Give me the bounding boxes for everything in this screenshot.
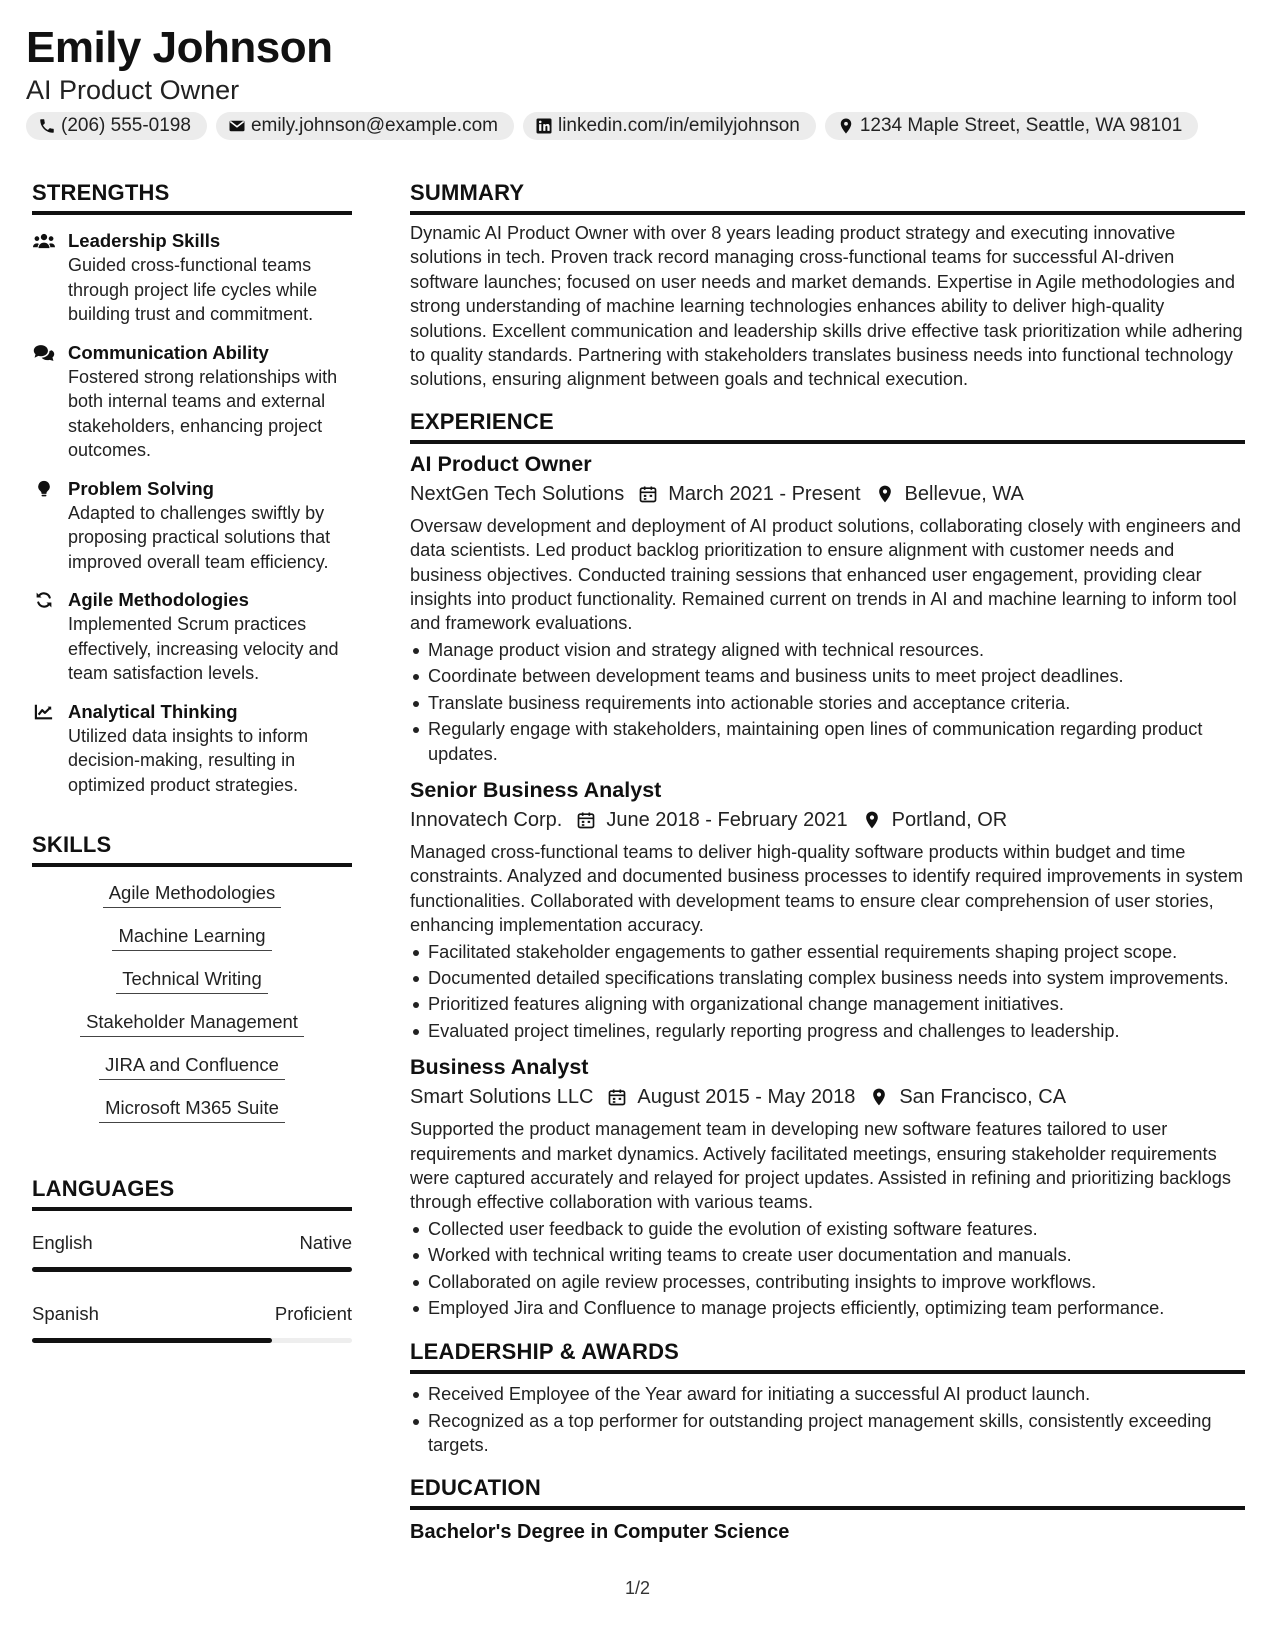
language-proficiency-bar — [32, 1267, 352, 1272]
map-marker-icon — [862, 810, 882, 830]
users-icon — [33, 232, 55, 250]
lightbulb-icon — [33, 480, 55, 498]
skill-item: Microsoft M365 Suite — [99, 1096, 285, 1123]
job-meta — [410, 1083, 1245, 1111]
summary-heading: SUMMARY — [410, 180, 525, 205]
job-entry — [410, 776, 1245, 1043]
language-name: Spanish — [32, 1303, 99, 1324]
job-company: Smart Solutions LLC — [410, 1086, 594, 1109]
language-proficiency-fill — [32, 1267, 352, 1272]
skill-item: Technical Writing — [116, 967, 268, 994]
linkedin-contact[interactable] — [523, 112, 816, 140]
language-item — [32, 1231, 352, 1255]
address-text: 1234 Maple Street, Seattle, WA 98101 — [859, 115, 1183, 136]
job-company: Innovatech Corp. — [410, 808, 563, 831]
strength-description: Fostered strong relationships with both internal teams and external stakeholders, enhancing project outcomes. — [68, 366, 338, 460]
strength-description: Utilized data insights to inform decision-making, resulting in optimized product strategies. — [68, 725, 309, 795]
languages-section — [32, 1173, 352, 1343]
job-bullet: Translate business requirements into actionable stories and acceptance criteria. — [410, 691, 1245, 715]
section-divider — [32, 1207, 352, 1211]
job-dates: March 2021 - Present — [668, 482, 861, 505]
strength-description: Implemented Scrum practices effectively, increasing velocity and team satisfaction levels. — [68, 614, 339, 683]
job-description: Supported the product management team in developing new software features tailored to user requirements and market dynamics. Actively facilitated meetings, ensuring stakeholder requirements were captured accurately and relayed for project updates. Assisted in refining and prioritizing backlogs through effective collaboration with various teams. — [410, 1119, 1231, 1213]
strength-item — [32, 477, 352, 575]
section-divider — [32, 863, 352, 867]
strength-name: Analytical Thinking — [68, 700, 238, 722]
email-text: emily.johnson@example.com — [250, 115, 498, 136]
job-company: NextGen Tech Solutions — [410, 482, 625, 505]
job-entry — [410, 1053, 1245, 1320]
job-location: San Francisco, CA — [899, 1086, 1067, 1109]
job-bullet: Collaborated on agile review processes, contributing insights to improve workflows. — [410, 1270, 1245, 1294]
section-divider — [410, 211, 1245, 215]
calendar-icon — [638, 484, 658, 504]
language-level: Native — [299, 1232, 352, 1253]
strength-description: Guided cross-functional teams through project life cycles while building trust and commitment. — [68, 255, 318, 324]
award-item: Recognized as a top performer for outstanding project management skills, consistently exceeding targets. — [410, 1409, 1245, 1458]
skill-item: Agile Methodologies — [103, 881, 282, 908]
phone-text: (206) 555-0198 — [61, 115, 191, 136]
job-entry — [410, 450, 1245, 766]
calendar-icon — [607, 1087, 627, 1107]
awards-section — [410, 1336, 1245, 1457]
skill-item: Stakeholder Management — [80, 1010, 304, 1037]
page-number: 1/2 — [624, 1578, 651, 1598]
languages-heading: LANGUAGES — [32, 1176, 175, 1201]
strength-item — [32, 588, 352, 686]
job-meta — [410, 480, 1245, 508]
strength-item — [32, 229, 352, 327]
section-divider — [410, 1506, 1245, 1510]
job-bullet: Employed Jira and Confluence to manage projects efficiently, optimizing team performance. — [410, 1296, 1245, 1320]
job-title: AI Product Owner — [410, 451, 592, 476]
job-description: Oversaw development and deployment of AI product solutions, collaborating closely with engineers and data scientists. Led product backlog prioritization to ensure alignment with customer needs and business objectives. Conducted training sessions that enhanced user engagement, providing clear insights into product functionality. Remained current on trends in AI and machine learning to inform tool and framework evaluations. — [410, 515, 1242, 634]
summary-text: Dynamic AI Product Owner with over 8 years leading product strategy and executing innovative solutions in tech. Proven track record managing cross-functional teams for successful AI-driven software launches; focused on user needs and market demands. Expertise in Agile methodologies and strong understanding of machine learning technologies enhances ability to deliver high-quality solutions. Excellent communication and leadership skills drive effective task prioritization while adhering to quality standards. Partnering with stakeholders translates business needs into functional technology solutions, ensuring alignment between goals and technical execution. — [410, 223, 1243, 390]
strength-name: Leadership Skills — [68, 230, 221, 251]
job-bullet: Collected user feedback to guide the evolution of existing software features. — [410, 1217, 1245, 1241]
contact-bar — [26, 112, 1251, 140]
strengths-heading: STRENGTHS — [32, 180, 170, 205]
skill-item: Machine Learning — [112, 924, 271, 951]
awards-list — [410, 1382, 1245, 1457]
job-dates: June 2018 - February 2021 — [606, 808, 848, 831]
job-title: Senior Business Analyst — [410, 777, 662, 802]
job-bullet: Prioritized features aligning with organizational change management initiatives. — [410, 992, 1245, 1016]
awards-heading: LEADERSHIP & AWARDS — [410, 1339, 680, 1365]
map-marker-icon — [869, 1087, 889, 1107]
job-location: Portland, OR — [891, 808, 1008, 831]
job-description: Managed cross-functional teams to deliver high-quality software products within budget and time constraints. Analyzed and documented business processes to identify required improvements in system functionalities. Collaborated with development teams to ensure clear comprehension of user stories, enhancing implementation accuracy. — [410, 841, 1244, 936]
degree-title: Bachelor's Degree in Computer Science — [410, 1520, 790, 1543]
job-bullets — [410, 1217, 1245, 1321]
job-bullet: Manage product vision and strategy aligned with technical resources. — [410, 638, 1245, 662]
email-contact[interactable] — [216, 112, 514, 140]
calendar-icon — [576, 810, 596, 830]
address-contact — [825, 112, 1199, 140]
phone-contact[interactable] — [26, 112, 207, 140]
education-heading: EDUCATION — [410, 1474, 541, 1500]
skill-item: JIRA and Confluence — [99, 1053, 285, 1080]
strength-name: Agile Methodologies — [68, 589, 249, 610]
map-marker-icon — [875, 484, 895, 504]
job-bullet: Regularly engage with stakeholders, maintaining open lines of communication regarding product updates. — [410, 717, 1245, 766]
strengths-section — [32, 177, 352, 797]
candidate-name: Emily Johnson — [26, 23, 333, 72]
section-divider — [32, 211, 352, 215]
job-bullet: Evaluated project timelines, regularly reporting progress and challenges to leadership. — [410, 1019, 1245, 1043]
award-item: Received Employee of the Year award for initiating a successful AI product launch. — [410, 1382, 1245, 1406]
job-dates: August 2015 - May 2018 — [637, 1086, 856, 1109]
comments-icon — [33, 344, 55, 362]
strength-description: Adapted to challenges swiftly by proposing practical solutions that improved overall team efficiency. — [68, 502, 331, 572]
job-bullets — [410, 638, 1245, 766]
language-item — [32, 1302, 352, 1326]
phone-icon — [38, 117, 56, 135]
skills-section — [32, 829, 352, 1123]
job-bullet: Facilitated stakeholder engagements to gather essential requirements shaping project scope. — [410, 940, 1245, 964]
candidate-title: AI Product Owner — [26, 75, 240, 105]
linkedin-icon — [535, 117, 553, 135]
job-meta — [410, 806, 1245, 834]
section-divider — [410, 1370, 1245, 1374]
strength-name: Problem Solving — [68, 477, 214, 499]
job-bullet: Documented detailed specifications translating complex business needs into system improvements. — [410, 966, 1245, 990]
education-section — [410, 1472, 1245, 1546]
skills-heading: SKILLS — [32, 832, 112, 857]
right-column — [410, 177, 1245, 1546]
summary-section — [410, 177, 1245, 392]
job-bullets — [410, 940, 1245, 1044]
experience-section — [410, 406, 1245, 1321]
sync-icon — [33, 591, 55, 609]
language-proficiency-bar — [32, 1338, 352, 1343]
chart-line-icon — [33, 703, 55, 721]
language-proficiency-fill — [32, 1338, 272, 1343]
left-column — [32, 177, 352, 1343]
section-divider — [410, 440, 1245, 444]
language-name: English — [32, 1232, 93, 1253]
strength-name: Communication Ability — [68, 341, 269, 363]
strength-item — [32, 700, 352, 798]
strength-item — [32, 341, 352, 463]
envelope-icon — [228, 117, 246, 135]
skills-list — [32, 881, 352, 1123]
map-marker-icon — [837, 117, 855, 135]
experience-heading: EXPERIENCE — [410, 408, 554, 434]
resume-header — [26, 22, 1251, 140]
job-bullet: Coordinate between development teams and business units to meet project deadlines. — [410, 664, 1245, 688]
job-location: Bellevue, WA — [904, 482, 1024, 505]
linkedin-text: linkedin.com/in/emilyjohnson — [557, 115, 800, 136]
job-bullet: Worked with technical writing teams to create user documentation and manuals. — [410, 1243, 1245, 1267]
job-title: Business Analyst — [410, 1055, 589, 1080]
language-level: Proficient — [274, 1303, 352, 1324]
